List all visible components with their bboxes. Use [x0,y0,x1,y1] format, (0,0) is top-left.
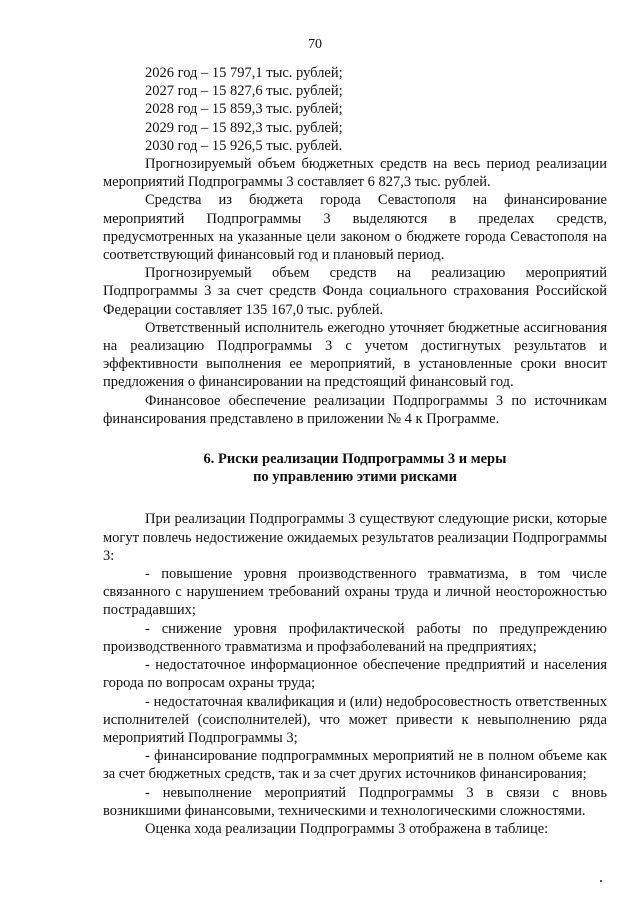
year-line: 2030 год – 15 926,5 тыс. рублей. [145,137,343,154]
year-line: 2026 год – 15 797,1 тыс. рублей; [145,65,343,81]
paragraph: Средства из бюджета города Севастополя на финансирование мероприятий Подпрограммы 3 выделяются в пределах средств, предусмотренных на указанные цели законом о бюджете города Севастополя на соответствующий финансовый год и плановый период. [103,192,607,264]
closing-paragraph: Оценка хода реализации Подпрограммы 3 отображена в таблице: [145,820,549,837]
risk-item: - снижение уровня профилактической работы по предупреждению производственного травматизма и профзаболеваний на предприятиях; [103,620,607,655]
risks-list [103,565,607,820]
page-content [103,64,607,838]
section-heading: по управлению этими рисками [253,469,457,486]
risk-item: - недостаточное информационное обеспечение предприятий и населения города по вопросам охраны труда; [103,657,607,692]
page-number: 70 [308,37,322,52]
risk-item: - финансирование подпрограммных мероприятий не в полном объеме как за счет бюджетных средств, так и за счет других источников финансирования; [103,748,607,783]
year-line: 2029 год – 15 892,3 тыс. рублей; [145,119,343,136]
year-line: 2028 год – 15 859,3 тыс. рублей; [145,101,343,118]
risk-item: - недостаточная квалификация и (или) недобросовестность ответственных исполнителей (соисполнителей), что может привести к невыполнению ряда мероприятий Подпрограммы 3; [103,693,607,746]
scan-speck [600,880,602,882]
section-heading: 6. Риски реализации Подпрограммы 3 и меры [203,451,507,468]
risk-item: - невыполнение мероприятий Подпрограммы 3 в связи с вновь возникшими финансовыми, техническими и технологическими сложностями. [103,784,607,819]
risks-intro: При реализации Подпрограммы 3 существуют следующие риски, которые могут повлечь недостижение ожидаемых результатов реализации Подпрограммы 3: [103,511,607,564]
paragraph: Прогнозируемый объем бюджетных средств на весь период реализации мероприятий Подпрограммы 3 составляет 6 827,3 тыс. рублей. [103,156,607,191]
spacer [103,428,607,450]
paragraph: Ответственный исполнитель ежегодно уточняет бюджетные ассигнования на реализацию Подпрограммы 3 с учетом достигнутых результатов и эффективности выполнения ее мероприятий, в установленные сроки вносит предложения о финансировании на предстоящий финансовый год. [103,319,607,391]
paragraph: Прогнозируемый объем средств на реализацию мероприятий Подпрограммы 3 за счет средств Фонда социального страхования Российской Федерации составляет 135 167,0 тыс. рублей. [103,265,607,318]
funding-by-year-list [103,64,607,155]
paragraph: Финансовое обеспечение реализации Подпрограммы 3 по источникам финансирования представлено в приложении № 4 к Программе. [103,392,607,427]
spacer [103,486,607,510]
year-line: 2027 год – 15 827,6 тыс. рублей; [145,83,343,100]
risk-item: - повышение уровня производственного травматизма, в том числе связанного с нарушением требований охраны труда и личной неосторожностью пострадавших; [103,566,607,619]
